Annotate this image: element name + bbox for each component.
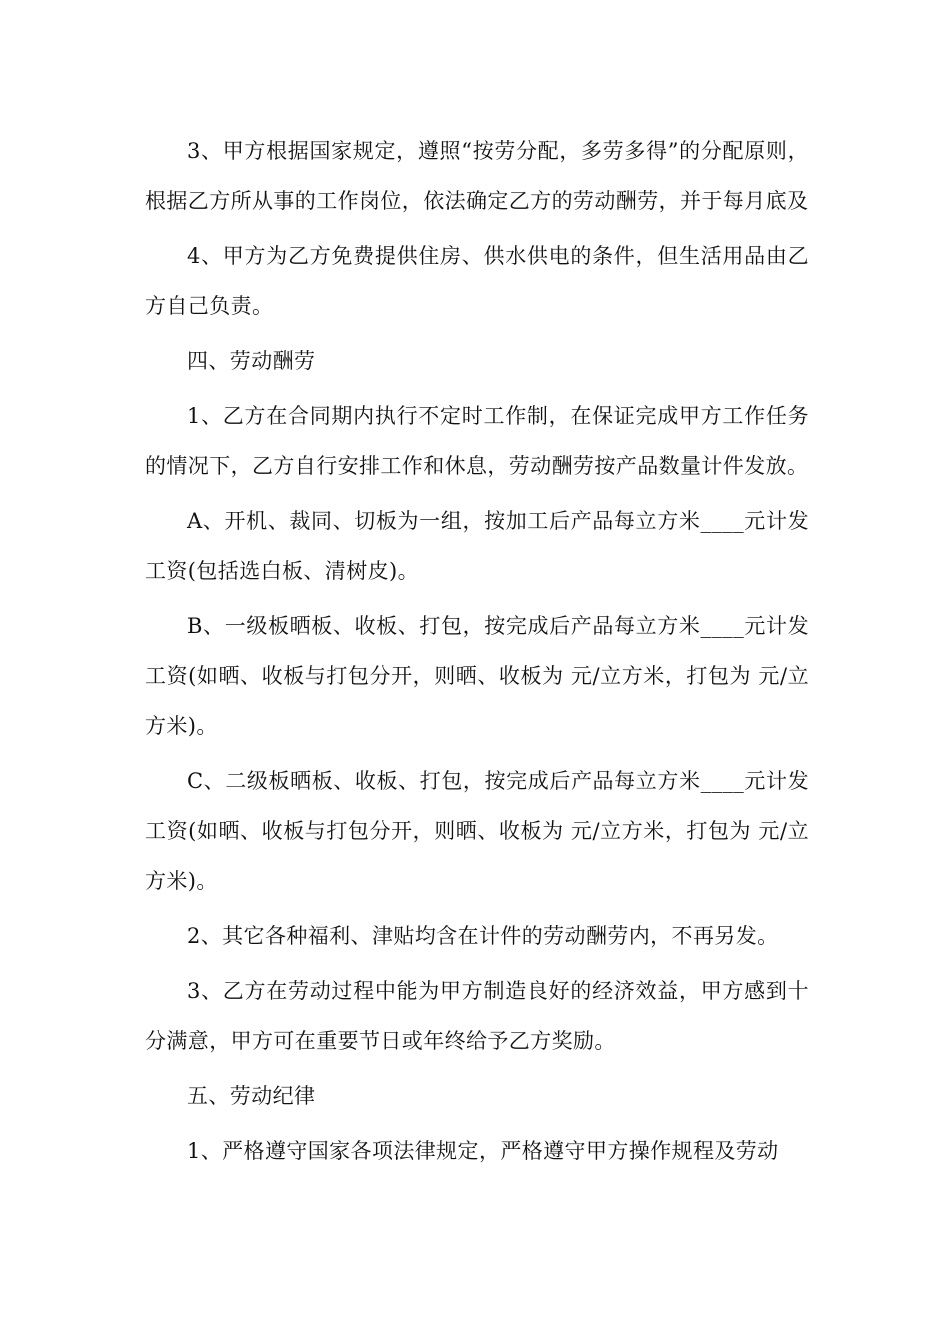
paragraph-pay-item-a: A、开机、裁同、切板为一组，按加工后产品每立方米____元计发工资(包括选白板、清树皮)。	[145, 509, 809, 583]
paragraph-pay-clause-1: 1、乙方在合同期内执行不定时工作制，在保证完成甲方工作任务的情况下，乙方自行安排工作和休息，劳动酬劳按产品数量计件发放。	[145, 404, 809, 478]
document-body	[145, 126, 809, 1181]
paragraph-clause-3-pay-principle: 3、甲方根据国家规定，遵照“按劳分配，多劳多得”的分配原则，根据乙方所从事的工作岗位，依法确定乙方的劳动酬劳，并于每月底及	[145, 139, 809, 213]
paragraph-discipline-clause-1: 1、严格遵守国家各项法律规定，严格遵守甲方操作规程及劳动	[187, 1139, 779, 1163]
paragraph-pay-item-b: B、一级板晒板、收板、打包，按完成后产品每立方米____元计发工资(如晒、收板与打包分开，则晒、收板为 元/立方米，打包为 元/立方米)。	[145, 614, 809, 738]
section-heading-labor-discipline: 五、劳动纪律	[187, 1084, 316, 1108]
section-heading-labor-pay: 四、劳动酬劳	[187, 349, 316, 373]
paragraph-pay-item-c: C、二级板晒板、收板、打包，按完成后产品每立方米____元计发工资(如晒、收板与打包分开，则晒、收板为 元/立方米，打包为 元/立方米)。	[145, 769, 809, 893]
paragraph-pay-clause-2: 2、其它各种福利、津贴均含在计件的劳动酬劳内，不再另发。	[187, 924, 779, 948]
paragraph-clause-4-housing: 4、甲方为乙方免费提供住房、供水供电的条件，但生活用品由乙方自己负责。	[145, 244, 809, 318]
paragraph-pay-clause-3: 3、乙方在劳动过程中能为甲方制造良好的经济效益，甲方感到十分满意，甲方可在重要节日或年终给予乙方奖励。	[145, 979, 809, 1053]
